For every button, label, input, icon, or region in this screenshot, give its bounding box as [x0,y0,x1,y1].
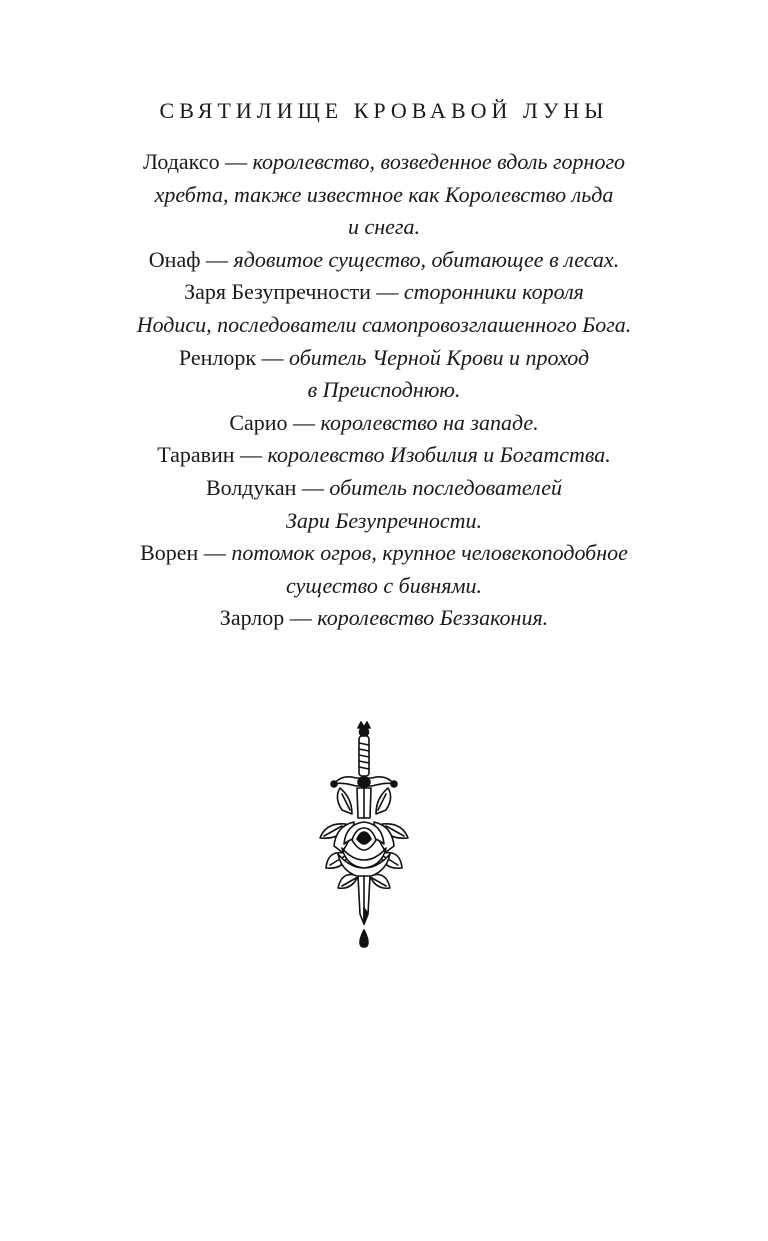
glossary-dash: — [205,246,228,272]
dagger-with-rose-icon [312,718,416,948]
glossary-definition-line: ядовитое существо, обитающее в лесах. [233,246,620,272]
glossary-definition-line: в Преисподнюю. [307,377,461,403]
glossary-term: Волдукан [205,474,297,500]
glossary-term: Ворен [140,540,199,566]
glossary-dash: — [225,149,248,174]
glossary-definition-line: потомок огров, крупное человекоподобное [231,540,628,566]
glossary-entry [60,472,708,537]
glossary-definition-line: сторонники короля [403,279,584,305]
glossary-term: Сарио [229,409,288,435]
glossary-definition-line: Зари Безупречности. [285,507,483,533]
glossary-dash: — [203,540,226,566]
glossary-definition-line: Нодиси, последователи самопровозглашенного Бога. [136,311,632,337]
glossary-entry [60,244,708,277]
glossary-definition-line: обитель последователей [329,474,563,500]
glossary-dash: — [289,605,312,631]
glossary-term: Заря Безупречности [184,279,371,305]
glossary-dash: — [293,409,316,435]
glossary-definition-line: обитель Черной Крови и проход [289,344,590,370]
glossary-definition-line: существо с бивнями. [286,572,482,598]
glossary-entry [60,537,708,602]
glossary-definition-line: королевство на западе. [320,409,539,435]
glossary-entry [60,276,708,341]
glossary-dash: — [301,474,324,500]
glossary-entry [60,146,708,244]
glossary-definition-line: королевство Беззакония. [317,605,549,631]
glossary-term: Ренлорк [178,344,257,370]
glossary-dash: — [376,279,399,305]
glossary-term: Онаф [148,246,201,272]
glossary-dash: — [240,442,263,468]
glossary-term: Зарлор [219,605,285,631]
glossary-definition-line: королевство Изобилия и Богатства. [267,442,611,468]
running-head: СВЯТИЛИЩЕ КРОВАВОЙ ЛУНЫ [159,98,609,123]
glossary-definition-line: хребта, также известное как Королевство льда [154,181,614,207]
glossary-definition-line: и снега. [347,214,421,240]
glossary-list [60,146,708,635]
glossary-entry [60,342,708,407]
glossary-term: Лодаксо [142,149,220,174]
glossary-definition-line: королевство, возведенное вдоль горного [252,149,626,174]
glossary-entry [60,602,708,635]
glossary-entry [60,407,708,440]
glossary-term: Таравин [157,442,235,468]
glossary-dash: — [261,344,284,370]
glossary-entry [60,439,708,472]
